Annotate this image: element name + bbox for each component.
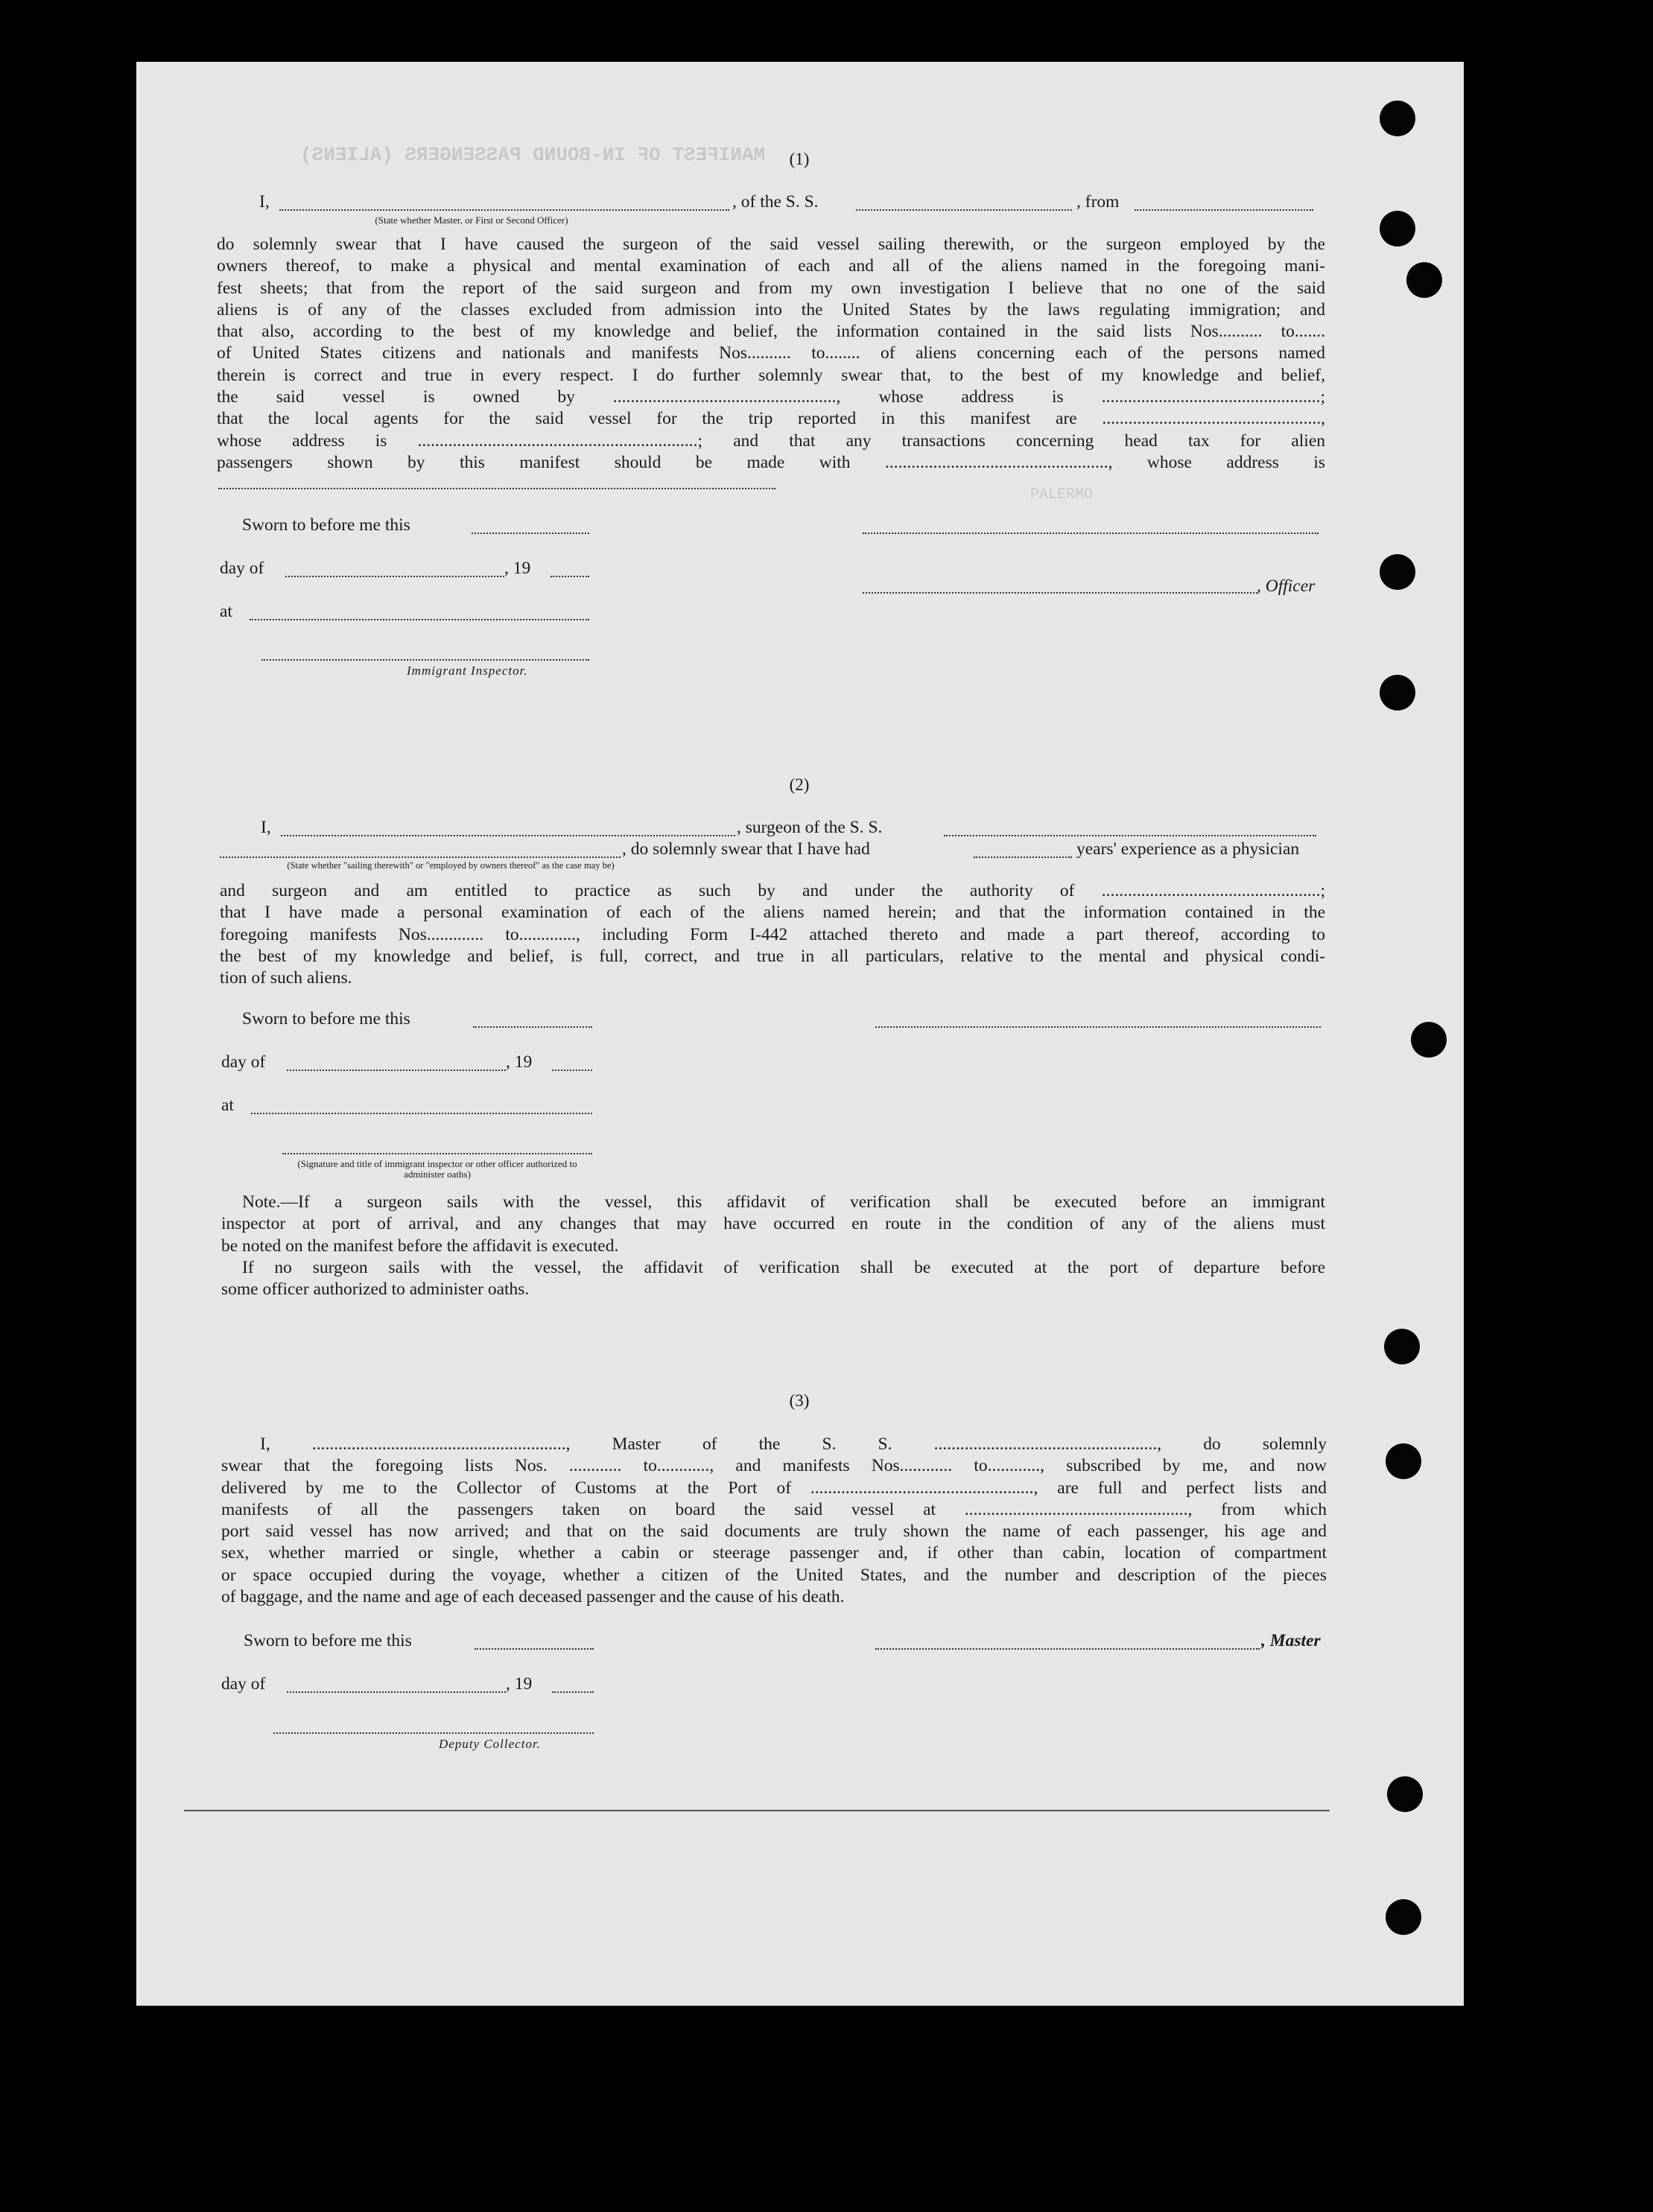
s3-deputy-label: Deputy Collector. — [439, 1737, 541, 1751]
s1-of-ss-label: , of the S. S. — [732, 192, 819, 212]
s2-sworn-blank — [473, 1026, 592, 1028]
bottom-rule — [184, 1810, 1330, 1811]
punch-hole — [1384, 1329, 1420, 1364]
s2-at-blank — [251, 1113, 592, 1114]
punch-hole — [1380, 554, 1415, 590]
s1-name-blank — [279, 209, 729, 211]
s1-officer-sig-blank — [863, 533, 1319, 534]
s3-day-blank — [287, 1691, 506, 1693]
punch-hole — [1386, 1899, 1421, 1935]
s1-day-blank — [285, 576, 504, 577]
s2-year-blank — [552, 1070, 592, 1071]
punch-hole — [1386, 1443, 1421, 1479]
s1-day-label: day of — [220, 559, 264, 578]
s3-paragraph: I, .........................................................., Master of the S. S. ..................................................., do solemnly swear that the foregoing lists Nos. ............ to............, and manifests Nos............ to............, subscribed by me, and now delivered by me to the Collector of Customs at the Port of ..................................................., are full and perfect lists and manifests of all the passengers taken on board the said vessel at ..................................................., from which port said vessel has now arrived; and that on the said documents are truly shown the name of each passenger, his age and sex, whether married or single, whether a cabin or steerage passenger and, if other than cabin, location of compartment or space occupied during the voyage, whether a citizen of the United States, and the number and description of the pieces of baggage, and the name and age of each deceased passenger and the cause of his death. — [221, 1434, 1327, 1607]
s1-vessel-blank — [856, 209, 1072, 211]
section-3-number: (3) — [789, 1391, 810, 1410]
punch-hole — [1411, 1022, 1447, 1058]
s3-sworn-label: Sworn to before me this — [244, 1631, 412, 1650]
punch-hole — [1387, 1776, 1423, 1812]
s1-inspector-blank — [261, 659, 589, 661]
s2-year-label: , 19 — [506, 1052, 533, 1072]
s3-sworn-blank — [475, 1648, 594, 1650]
s1-paragraph: do solemnly swear that I have caused the surgeon of the said vessel sailing therewith, or the surgeon employed by the owners thereof, to make a physical and mental examination of each and all of the aliens named in the foregoing mani- fest sheets; that from the report of the said surgeon and from my own investigation I believe that no one of the said aliens is of any of the classes excluded from admission into the United States by the laws regulating immigration; and that also, according to the best of my knowledge and belief, the information contained in the said lists Nos.......... to....... of United States citizens and nationals and manifests Nos.......... to........ of aliens concerning each of the persons named therein is correct and true in every respect. I do further solemnly swear that, to the best of my knowledge and belief, the said vessel is owned by ..................................................., whose address is ..................................................; that the local agents for the said vessel for the trip reported in this manifest are .................................................., whose address is ................................................................; and that any transactions concerning head tax for alien passengers shown by this manifest should be made with ..................................................., whose address is — [217, 235, 1325, 472]
s2-i-label: I, — [261, 818, 271, 837]
s2-day-label: day of — [221, 1052, 266, 1072]
s1-from-label: , from — [1076, 192, 1120, 212]
s2-years-label: years' experience as a physician — [1076, 839, 1300, 859]
s2-surgeon-label: , surgeon of the S. S. — [737, 818, 883, 837]
s3-deputy-blank — [273, 1732, 594, 1734]
bleed-through-text: MANIFEST OF IN-BOUND PASSENGERS (ALIENS) — [300, 144, 766, 166]
s1-head-note: (State whether Master, or First or Second Officer) — [375, 214, 568, 226]
s3-year-blank — [552, 1691, 594, 1693]
s1-year-label: , 19 — [504, 559, 531, 578]
s3-master-sig-blank — [875, 1648, 1260, 1650]
punch-hole — [1380, 675, 1415, 711]
punch-hole — [1380, 211, 1415, 247]
s2-surgeon-sig-blank — [875, 1026, 1321, 1028]
s2-sworn-label: Sworn to before me this — [242, 1009, 410, 1029]
s1-sworn-blank — [472, 533, 589, 534]
punch-hole — [1380, 101, 1415, 136]
s1-at-label: at — [220, 602, 232, 621]
s2-name-blank — [281, 835, 735, 836]
s1-year-blank — [551, 576, 589, 577]
s2-sailing-note: (State whether "sailing therewith" or "employed by owners thereof" as the case may be) — [287, 860, 615, 871]
s1-address-blank — [218, 488, 775, 489]
s3-master-label: , Master — [1261, 1631, 1321, 1650]
s2-day-blank — [287, 1070, 506, 1071]
bleed-through-text: PALERMO — [1030, 486, 1094, 503]
s1-sworn-label: Sworn to before me this — [242, 515, 410, 535]
punch-hole — [1406, 262, 1442, 298]
s2-signature-note: (Signature and title of immigrant inspector or other officer authorized to administer oaths) — [297, 1158, 577, 1180]
s1-from-blank — [1135, 209, 1313, 211]
s2-years-blank — [974, 856, 1072, 858]
s3-day-label: day of — [221, 1674, 266, 1694]
s2-sailing-blank — [220, 856, 621, 858]
note-paragraph-2: If no surgeon sails with the vessel, the affidavit of verification shall be executed at the port of departure before some officer authorized to administer oaths. — [221, 1258, 1325, 1300]
s2-vessel-blank — [944, 835, 1316, 836]
s2-at-label: at — [221, 1096, 234, 1115]
section-2-number: (2) — [789, 775, 810, 794]
s3-year-label: , 19 — [506, 1674, 533, 1694]
form-page — [136, 62, 1464, 2006]
s1-i-label: I, — [259, 192, 270, 212]
s2-signature-blank — [282, 1153, 592, 1154]
s1-at-blank — [250, 619, 589, 620]
note-paragraph: Note.—If a surgeon sails with the vessel, this affidavit of verification shall be executed before an immigrant inspector at port of arrival, and any changes that may have occurred en route in the condition of any of the aliens must be noted on the manifest before the affidavit is executed. — [221, 1192, 1325, 1256]
s2-swear-label: , do solemnly swear that I have had — [622, 839, 870, 859]
s1-officer-title-blank — [863, 592, 1257, 594]
s1-officer-label: , Officer — [1257, 576, 1316, 596]
s1-inspector-label: Immigrant Inspector. — [407, 664, 528, 678]
section-1-number: (1) — [789, 150, 810, 168]
s2-paragraph: and surgeon and am entitled to practice as such by and under the authority of ..................................................; that I have made a personal examination of each of the aliens named herein; and that the information contained in the foregoing manifests Nos............. to............., including Form I-442 attached thereto and made a part thereof, according to the best of my knowledge and belief, is full, correct, and true in all particulars, relative to the mental and physical condi- tion of such aliens. — [220, 881, 1325, 988]
